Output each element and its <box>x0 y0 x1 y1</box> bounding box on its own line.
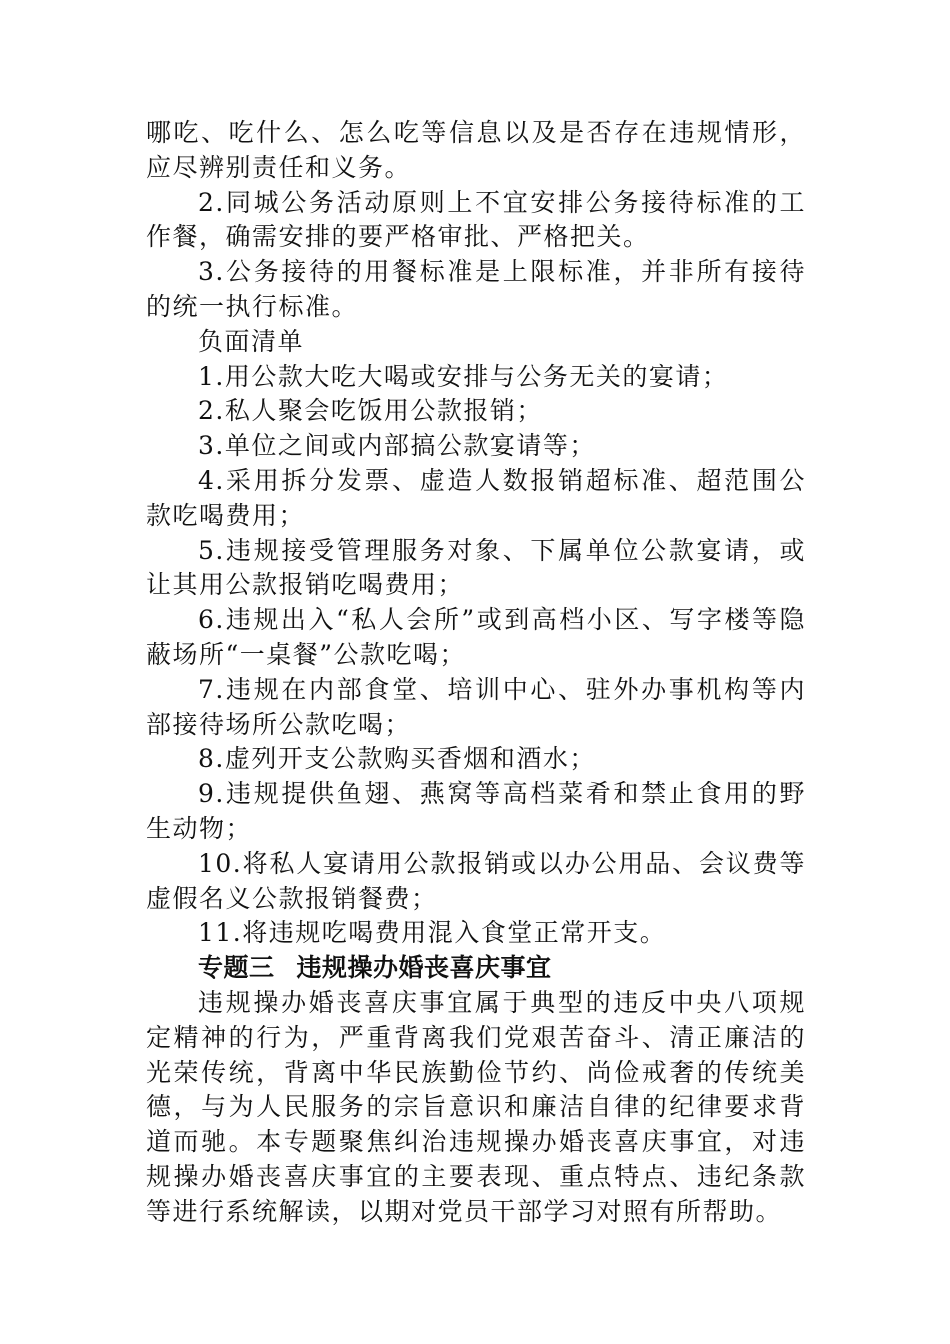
list-item: 8.虚列开支公款购买香烟和酒水； <box>198 744 596 774</box>
paragraph-rule-2: 2.同城公务活动原则上不宜安排公务接待标准的工作餐，确需安排的要严格审批、严格把关。 <box>146 187 806 252</box>
document-page <box>146 116 806 1230</box>
list-item: 7.违规在内部食堂、培训中心、驻外办事机构等内部接待场所公款吃喝； <box>146 674 806 739</box>
list-item: 10.将私人宴请用公款报销或以办公用品、会议费等虚假名义公款报销餐费； <box>146 848 806 913</box>
list-item: 4.采用拆分发票、虚造人数报销超标准、超范围公款吃喝费用； <box>146 465 806 530</box>
list-item: 9.违规提供鱼翅、燕窝等高档菜肴和禁止食用的野生动物； <box>146 779 806 843</box>
list-item: 1.用公款大吃大喝或安排与公务无关的宴请； <box>198 361 729 391</box>
list-item: 5.违规接受管理服务对象、下属单位公款宴请，或让其用公款报销吃喝费用； <box>146 535 806 600</box>
paragraph-rule-3: 3.公务接待的用餐标准是上限标准，并非所有接待的统一执行标准。 <box>146 257 806 321</box>
list-item: 6.违规出入“私人会所”或到高档小区、写字楼等隐蔽场所“一桌餐”公款吃喝； <box>146 605 806 669</box>
list-item: 2.私人聚会吃饭用公款报销； <box>198 396 543 426</box>
section-heading <box>146 951 806 986</box>
section-body: 违规操办婚丧喜庆事宜属于典型的违反中央八项规定精神的行为，严重背离我们党艰苦奋斗、清正廉洁的光荣传统，背离中华民族勤俭节约、尚俭戒奢的传统美德，与为人民服务的宗旨意识和廉洁自律的纪律要求背道而驰。本专题聚焦纠治违规操办婚丧喜庆事宜，对违规操办婚丧喜庆事宜的主要表现、重点特点、违纪条款等进行系统解读，以期对党员干部学习对照有所帮助。 <box>146 987 806 1226</box>
list-item: 11.将违规吃喝费用混入食堂正常开支。 <box>198 918 667 948</box>
section-label: 专题三 <box>198 953 275 983</box>
section-title: 违规操办婚丧喜庆事宜 <box>296 953 552 983</box>
list-item: 3.单位之间或内部搞公款宴请等； <box>198 431 596 461</box>
negative-list-title: 负面清单 <box>198 326 305 356</box>
paragraph-continuation: 哪吃、吃什么、怎么吃等信息以及是否存在违规情形，应尽辨别责任和义务。 <box>146 118 806 182</box>
